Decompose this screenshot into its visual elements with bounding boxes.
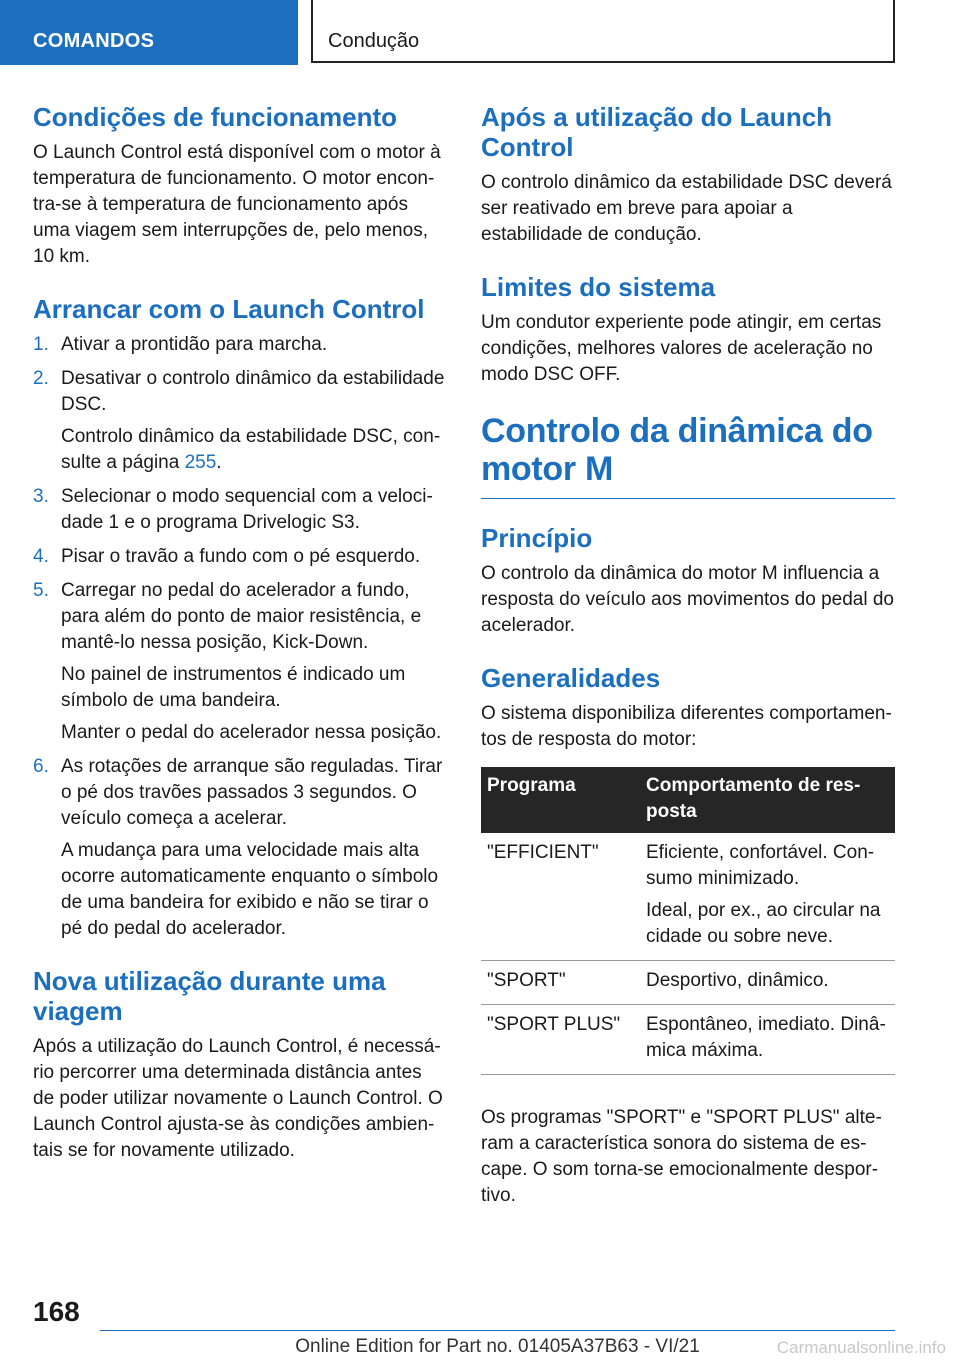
step-item (33, 366, 448, 476)
right-column (481, 102, 895, 1209)
step-text: As rotações de arranque são reguladas. Tirar o pé dos travões passados 3 segundos. O veículo começa a acelerar. (61, 756, 443, 829)
section-conditions (33, 102, 448, 270)
step-item (33, 544, 448, 570)
programs-table (481, 767, 895, 1075)
paragraph: O controlo dinâmico da estabilidade DSC deverá ser reativado em breve para apoiar a estabilidade de condução. (481, 172, 892, 245)
step-note: Manter o pedal do acelerador nessa posição. (61, 722, 442, 743)
table-cell-program: "SPORT PLUS" (481, 1005, 640, 1075)
footer-divider (100, 1330, 895, 1331)
step-text: Selecionar o modo sequencial com a velocidade 1 e o programa Drivelogic S3. (61, 486, 433, 533)
paragraph: Após a utilização do Launch Control, é necessário percorrer uma determinada distância antes de poder utilizar novamente o Launch Control. O Launch Control ajusta-se às condições ambientais se for novamente utilizado. (33, 1036, 443, 1161)
header-tab-comandos: COMANDOS (0, 0, 298, 65)
step-number: 2. (33, 368, 49, 389)
step-item (33, 332, 448, 358)
table-row (481, 1005, 895, 1075)
table-header-row (481, 767, 895, 833)
paragraph: O sistema disponibiliza diferentes comportamentos de resposta do motor: (481, 703, 892, 750)
section-general (481, 663, 895, 753)
step-item (33, 578, 448, 746)
section-title: Nova utilização durante uma viagem (33, 966, 386, 1026)
step-number: 1. (33, 334, 49, 355)
paragraph: O controlo da dinâmica do motor M influencia a resposta do veículo aos movimentos do pedal do acelerador. (481, 563, 894, 636)
steps-list (33, 332, 448, 942)
table-cell-behavior: Desportivo, dinâmico. (640, 961, 895, 1005)
header-section-title: Condução (311, 0, 895, 63)
table-cell-behavior: Espontâneo, imediato. Dinâmica máxima. (640, 1005, 895, 1075)
closing-paragraph: Os programas "SPORT" e "SPORT PLUS" alteram a característica sonora do sistema de escape. O som torna-se emocionalmente desportivo. (481, 1107, 882, 1206)
watermark: Carmanualsonline.info (776, 1338, 946, 1357)
table-header-program: Programa (481, 767, 640, 833)
table-row (481, 833, 895, 961)
section-system-limits (481, 272, 895, 388)
section-title: Generalidades (481, 663, 661, 693)
step-item (33, 484, 448, 536)
table-cell-program: "EFFICIENT" (481, 833, 640, 961)
section-after-launch-control (481, 102, 895, 248)
chapter-heading (481, 412, 895, 499)
section-reuse-during-trip (33, 966, 448, 1164)
step-text: Pisar o travão a fundo com o pé esquerdo. (61, 546, 421, 567)
step-text: Desativar o controlo dinâmico da estabilidade DSC. (61, 368, 445, 415)
step-note: A mudança para uma velocidade mais alta ocorre automaticamente enquanto o símbolo de uma bandeira for exibido e não se tirar o pé do pedal do acelerador. (61, 840, 439, 939)
section-title: Após a utilização do Launch Control (481, 102, 833, 162)
table-cell-behavior: Eficiente, confortável. Consumo minimizado. Ideal, por ex., ao circular na cidade ou sobre neve. (640, 833, 895, 961)
paragraph: Um condutor experiente pode atingir, em certas condições, melhores valores de aceleração no modo DSC OFF. (481, 312, 882, 385)
table-cell-program: "SPORT" (481, 961, 640, 1005)
step-text: Carregar no pedal do acelerador a fundo, para além do ponto de maior resistência, e mantê-lo nessa posição, Kick-Down. (61, 580, 422, 653)
step-text: Ativar a prontidão para marcha. (61, 334, 328, 355)
paragraph: O Launch Control está disponível com o motor à temperatura de funcionamento. O motor encontra-se à temperatura de funcionamento após uma viagem sem interrupções de, pelo menos, 10 km. (33, 142, 441, 267)
step-number: 5. (33, 580, 49, 601)
step-note: Controlo dinâmico da estabilidade DSC, consulte a página 255. (61, 426, 441, 473)
section-principle (481, 523, 895, 639)
footer-edition: Online Edition for Part no. 01405A37B63 - VI/21 (295, 1336, 700, 1357)
table-row (481, 961, 895, 1005)
step-item (33, 754, 448, 942)
chapter-title: Controlo da dinâmica do motor M (481, 412, 873, 488)
step-note: No painel de instrumentos é indicado um símbolo de uma bandeira. (61, 664, 406, 711)
section-title: Limites do sistema (481, 272, 716, 302)
section-title: Arrancar com o Launch Control (33, 294, 425, 324)
page-number: 168 (33, 1296, 80, 1327)
step-number: 6. (33, 756, 49, 777)
section-title: Princípio (481, 523, 593, 553)
step-number: 4. (33, 546, 49, 567)
section-start-launch-control (33, 294, 448, 942)
page-reference-link[interactable]: 255 (184, 452, 217, 473)
step-number: 3. (33, 486, 49, 507)
section-title: Condições de funcionamento (33, 102, 398, 132)
table-header-behavior: Comportamento de resposta (640, 767, 895, 833)
left-column (33, 102, 448, 1188)
